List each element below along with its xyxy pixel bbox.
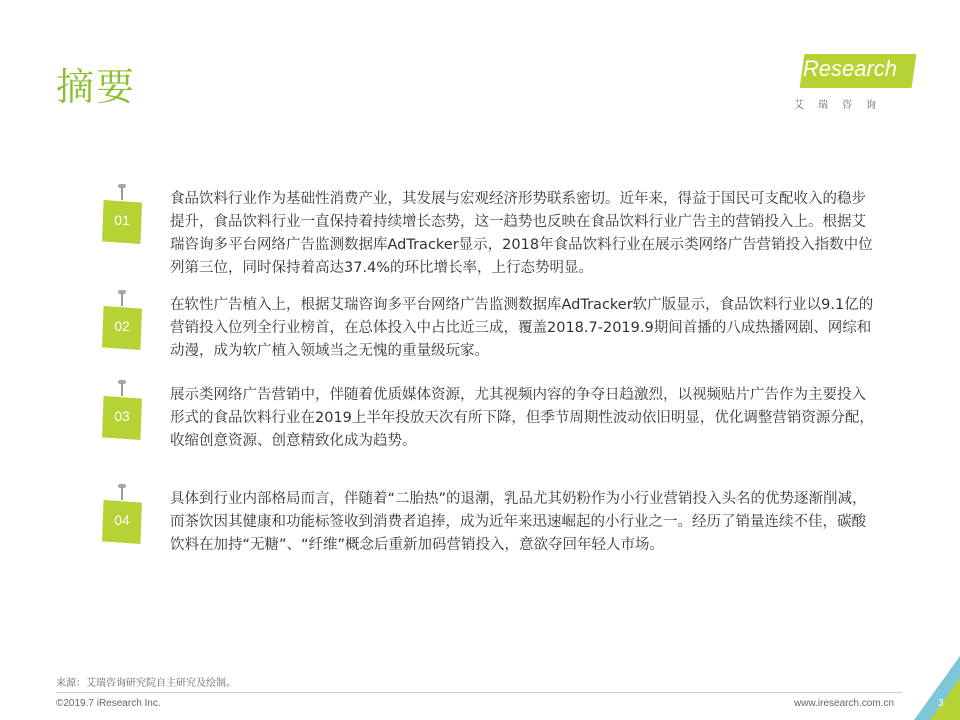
item-text: 食品饮料行业作为基础性消费产业，其发展与宏观经济形势联系密切。近年来，得益于国民可支配收入的稳步提升，食品饮料行业一直保持着持续增长态势，这一趋势也反映在食品饮料行业广告主的营销投入上。根据艾瑞咨询多平台网络广告监测数据库AdTracker显示，2018年食品饮料行业在展示类网络广告营销投入指数中位列第三位，同时保持着高达37.4%的环比增长率，上行态势明显。 <box>170 191 873 276</box>
item-number: 01 <box>114 212 130 228</box>
tag-marker-icon <box>100 382 146 448</box>
logo-subtitle: 艾瑞咨询 <box>794 100 890 111</box>
website-link[interactable]: www.iresearch.com.cn <box>794 698 895 709</box>
item-text: 在软性广告植入上，根据艾瑞咨询多平台网络广告监测数据库AdTracker软广版显示，食品饮料行业以9.1亿的营销投入位列全行业榜首，在总体投入中占比近三成，覆盖2018.7-2019.9期间首播的八成热播网剧、网综和动漫，成为软广植入领域当之无愧的重量级玩家。 <box>170 297 874 359</box>
item-number: 04 <box>114 512 130 528</box>
item-number: 02 <box>114 318 130 334</box>
logo-text: iResearch <box>798 56 898 81</box>
item-text: 具体到行业内部格局而言，伴随着“二胎热”的退潮，乳品尤其奶粉作为小行业营销投入头名的优势逐渐削减，而茶饮因其健康和功能标签收到消费者追捧，成为近年来迅速崛起的小行业之一。经历了销量连续不佳，碳酸饮料在加持“无糖”、“纤维”概念后重新加码营销投入，意欲夺回年轻人市场。 <box>170 491 867 553</box>
source-note: 来源：艾瑞咨询研究院自主研究及绘制。 <box>56 678 236 689</box>
item-number: 03 <box>114 408 130 424</box>
page-number: 3 <box>938 698 944 709</box>
page-title: 摘要 <box>56 65 137 109</box>
tag-marker-icon <box>100 486 146 552</box>
copyright: ©2019.7 iResearch Inc. <box>56 698 161 709</box>
footer-divider <box>56 692 902 693</box>
tag-marker-icon <box>100 292 146 358</box>
iresearch-logo <box>790 46 920 116</box>
item-text: 展示类网络广告营销中，伴随着优质媒体资源，尤其视频内容的争夺日趋激烈，以视频贴片广告作为主要投入形式的食品饮料行业在2019上半年投放天次有所下降，但季节周期性波动依旧明显，优化调整营销资源分配，收缩创意资源、创意精致化成为趋势。 <box>170 387 874 449</box>
tag-marker-icon <box>100 186 146 252</box>
